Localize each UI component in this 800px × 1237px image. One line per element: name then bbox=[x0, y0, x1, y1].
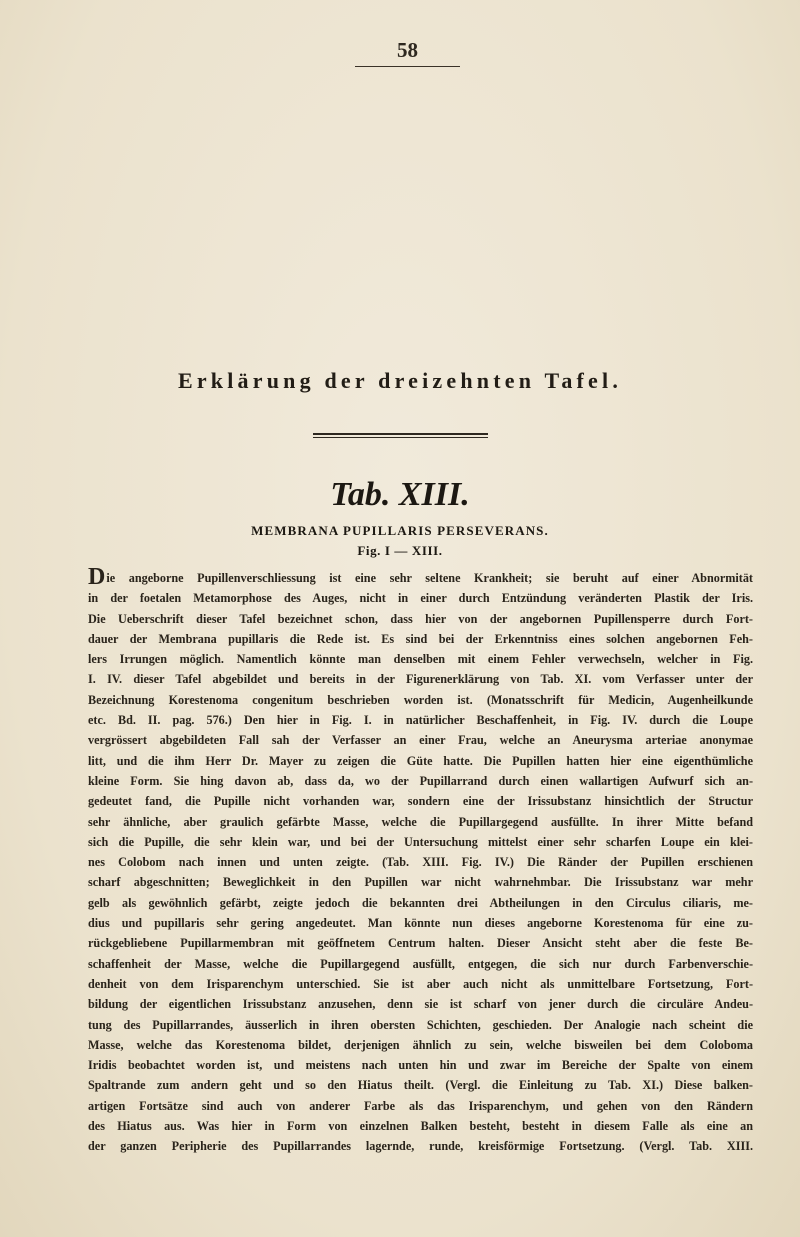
text-line: in der foetalen Metamorphose des Auges, nicht in einer durch Entzündung veränderten Plastik der Iris. bbox=[88, 591, 753, 606]
text-line: gelb als gewöhnlich gefärbt, zeigte jedoch die bekannten drei Abtheilungen in den Circulus ciliaris, me- bbox=[88, 895, 753, 910]
title-rule bbox=[313, 433, 488, 435]
text-line: Die Ueberschrift dieser Tafel bezeichnet schon, dass hier von der angebornen Pupillensperre durch Fort- bbox=[88, 611, 753, 626]
text-line: schaffenheit der Masse, welche die Pupillargegend ausfüllt, entgegen, die sich nur durch Farbenverschie- bbox=[88, 956, 753, 971]
text-line: scharf abgeschnitten; Beweglichkeit in den Pupillen war nicht wahrnehmbar. Die Irissubstanz war mehr bbox=[88, 875, 753, 890]
text-line: denheit von dem Irisparenchym unterschied. Sie ist aber auch nicht als unmittelbare Fortsetzung, Fort- bbox=[88, 976, 753, 991]
section-title: Erklärung der dreizehnten Tafel. bbox=[177, 368, 623, 393]
plate-heading: Tab. XIII. bbox=[330, 476, 470, 513]
text-line: sich die Pupille, die sehr klein war, und bei der Untersuchung mittelst einer sehr scharfen Loupe ein klei- bbox=[88, 834, 753, 849]
text-line: tung des Pupillarrandes, äusserlich in ihren obersten Schichten, geschieden. Der Analogie nach scheint die bbox=[88, 1017, 753, 1032]
text-line: lers Irrungen möglich. Namentlich könnte man denselben mit einem Fehler verwechseln, welcher in Fig. bbox=[88, 652, 753, 667]
page-number-rule bbox=[355, 66, 460, 67]
plate-figures: Fig. I — XIII. bbox=[357, 543, 443, 558]
text-line: Iridis beobachtet worden ist, und meistens nach unten hin und zwar im Bereiche der Spalte von einem bbox=[88, 1058, 753, 1073]
text-line: Masse, welche das Korestenoma bildet, derjenigen ähnlich zu sein, welche bisweilen bei dem Coloboma bbox=[88, 1037, 753, 1052]
text-line: kleine Form. Sie hing davon ab, dass da, wo der Pupillarrand durch einen wallartigen Aufwurf sich an- bbox=[88, 773, 753, 788]
text-line: gedeutet fand, die Pupille nicht vorhanden war, sondern eine der Irissubstanz hinsichtlich der Structur bbox=[88, 794, 753, 809]
text-line: rückgebliebene Pupillarmembran mit geöffnetem Centrum halten. Dieser Ansicht steht aber die feste Be- bbox=[88, 936, 753, 951]
text-line: artigen Fortsätze sind auch von anderer Farbe als das Irisparenchym, und gehen von den Rändern bbox=[88, 1098, 753, 1113]
text-line: nes Colobom nach innen und unten zeigte. (Tab. XIII. Fig. IV.) Die Ränder der Pupillen erschienen bbox=[88, 855, 753, 870]
text-line bbox=[88, 568, 753, 588]
drop-cap: D bbox=[88, 568, 106, 589]
text-line: dauer der Membrana pupillaris die Rede ist. Es sind bei der Erkenntniss eines solchen angebornen Feh- bbox=[88, 631, 753, 646]
text-line: Bezeichnung Korestenoma congenitum beschrieben worden ist. (Monatsschrift für Medicin, Augenheilkunde bbox=[88, 692, 753, 707]
body-text bbox=[88, 568, 753, 1157]
text-line: litt, und die ihm Herr Dr. Mayer zu zeigen die Güte hatte. Die Pupillen hatten hier eine eigenthümliche bbox=[88, 753, 753, 768]
text-line-content: ie angeborne Pupillenverschliessung ist eine sehr seltene Krankheit; sie beruht auf einer Abnormität bbox=[106, 571, 753, 585]
text-line: Spaltrande zum andern geht und so den Hiatus theilt. (Vergl. die Einleitung zu Tab. XI.) Diese balken- bbox=[88, 1078, 753, 1093]
text-line: dius und pupillaris sehr gering angedeutet. Man könnte nun dieses angeborne Korestenoma für eine zu- bbox=[88, 916, 753, 931]
text-line: sehr ähnliche, aber graulich gefärbte Masse, welche die Pupillargegend ausfüllte. In ihrer Mitte befand bbox=[88, 814, 753, 829]
page-number: 58 bbox=[397, 38, 418, 62]
text-line: der ganzen Peripherie des Pupillarrandes lagernde, runde, kreisförmige Fortsetzung. (Vergl. Tab. XIII. bbox=[88, 1139, 753, 1154]
text-line: I. IV. dieser Tafel abgebildet und bereits in der Figurenerklärung von Tab. XI. vom Verfasser unter der bbox=[88, 672, 753, 687]
text-line: vergrössert abgebildeten Fall sah der Verfasser an einer Frau, welche an Aneurysma arteriae anonymae bbox=[88, 733, 753, 748]
plate-subject: MEMBRANA PUPILLARIS PERSEVERANS. bbox=[251, 523, 549, 538]
text-line: bildung der eigentlichen Irissubstanz anzusehen, denn sie ist scharf von jener durch die circuläre Andeu- bbox=[88, 997, 753, 1012]
text-line: etc. Bd. II. pag. 576.) Den hier in Fig. I. in natürlicher Beschaffenheit, in Fig. IV. durch die Loupe bbox=[88, 713, 753, 728]
text-line: des Hiatus aus. Was hier in Form von einzelnen Balken besteht, besteht in diesem Falle als eine an bbox=[88, 1119, 753, 1134]
